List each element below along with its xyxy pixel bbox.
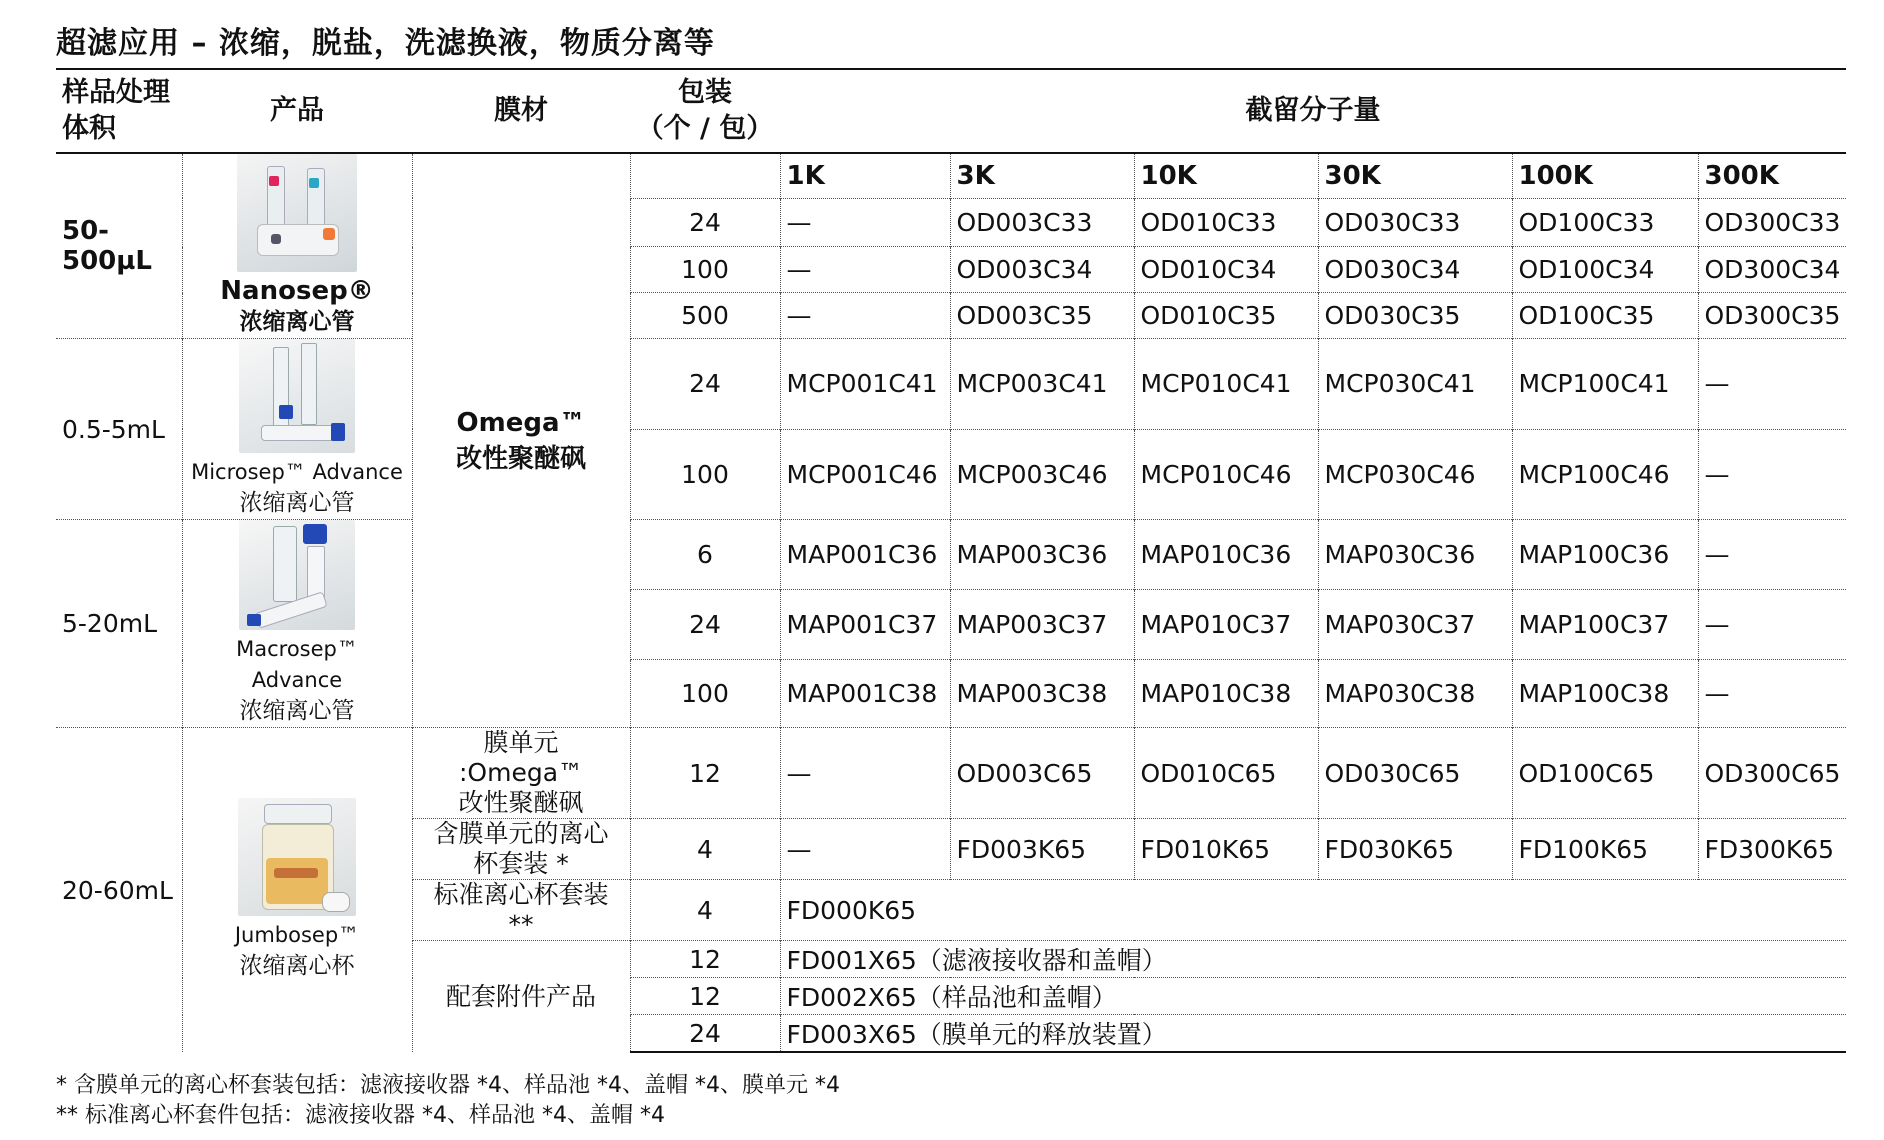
material-type: 改性聚醚砜 bbox=[455, 443, 586, 474]
catalog-number: FD003K65 bbox=[950, 819, 1134, 880]
pack-size: 100 bbox=[630, 247, 780, 293]
material-cell bbox=[412, 880, 630, 941]
product-type: 浓缩离心管 bbox=[239, 698, 355, 724]
catalog-number: FD010K65 bbox=[1134, 819, 1318, 880]
product-type: 浓缩离心管 bbox=[239, 490, 355, 516]
catalog-number: OD030C34 bbox=[1318, 247, 1512, 293]
catalog-number: MAP010C36 bbox=[1134, 520, 1318, 590]
catalog-number: OD030C33 bbox=[1318, 198, 1512, 246]
material-line2: 杯套装 * bbox=[473, 849, 569, 878]
centrifuge-cup-photo bbox=[238, 798, 356, 916]
table-row bbox=[56, 520, 1846, 590]
product-cell bbox=[182, 520, 412, 728]
pack-size: 4 bbox=[630, 880, 780, 941]
catalog-number: OD003C34 bbox=[950, 247, 1134, 293]
catalog-number: FD300K65 bbox=[1698, 819, 1846, 880]
catalog-number: MAP001C38 bbox=[780, 660, 950, 728]
catalog-number: — bbox=[780, 198, 950, 246]
material-name: Omega™ bbox=[456, 407, 586, 438]
mwco-30k: 30K bbox=[1318, 153, 1512, 198]
pack-size: 12 bbox=[630, 728, 780, 819]
catalog-number: MAP030C38 bbox=[1318, 660, 1512, 728]
catalog-number: OD030C65 bbox=[1318, 728, 1512, 819]
pack-size: 24 bbox=[630, 339, 780, 430]
catalog-number: — bbox=[1698, 660, 1846, 728]
catalog-number: OD100C65 bbox=[1512, 728, 1698, 819]
pack-size: 24 bbox=[630, 198, 780, 246]
header-product: 产品 bbox=[182, 69, 412, 153]
volume-cell: 0.5-5mL bbox=[56, 339, 182, 520]
material-line1: 标准离心杯套装 bbox=[433, 880, 609, 909]
material-cell bbox=[412, 153, 630, 728]
material-line1: 膜单元 :Omega™ bbox=[458, 728, 584, 787]
mwco-1k: 1K bbox=[780, 153, 950, 198]
header-volume-line1: 样品处理 bbox=[62, 77, 170, 108]
product-name: Nanosep® bbox=[220, 276, 374, 306]
catalog-number: OD010C34 bbox=[1134, 247, 1318, 293]
catalog-number: MAP010C38 bbox=[1134, 660, 1318, 728]
centrifuge-tube-photo bbox=[239, 339, 355, 453]
catalog-number: MAP001C37 bbox=[780, 590, 950, 660]
catalog-number: MAP003C38 bbox=[950, 660, 1134, 728]
mwco-row bbox=[56, 153, 1846, 198]
empty-cell bbox=[630, 153, 780, 198]
catalog-number: MAP001C36 bbox=[780, 520, 950, 590]
catalog-number: MCP010C41 bbox=[1134, 339, 1318, 430]
catalog-number: OD300C34 bbox=[1698, 247, 1846, 293]
catalog-number: MCP100C46 bbox=[1512, 429, 1698, 520]
catalog-number: — bbox=[780, 247, 950, 293]
catalog-number: — bbox=[1698, 520, 1846, 590]
catalog-number: — bbox=[1698, 590, 1846, 660]
pack-size: 4 bbox=[630, 819, 780, 880]
catalog-number: OD300C35 bbox=[1698, 293, 1846, 339]
pack-size: 100 bbox=[630, 660, 780, 728]
header-volume bbox=[56, 69, 182, 153]
accessories-label: 配套附件产品 bbox=[412, 941, 630, 1053]
catalog-number: MCP003C41 bbox=[950, 339, 1134, 430]
catalog-number: MAP100C37 bbox=[1512, 590, 1698, 660]
catalog-number: OD030C35 bbox=[1318, 293, 1512, 339]
catalog-number: MAP030C37 bbox=[1318, 590, 1512, 660]
footnote-2: ** 标准离心杯套件包括：滤液接收器 *4、样品池 *4、盖帽 *4 bbox=[56, 1103, 665, 1128]
pack-size: 12 bbox=[630, 941, 780, 978]
accessory-item: FD003X65（膜单元的释放装置） bbox=[780, 1015, 1846, 1053]
catalog-number: FD030K65 bbox=[1318, 819, 1512, 880]
product-cell bbox=[182, 153, 412, 339]
catalog-number: MAP100C36 bbox=[1512, 520, 1698, 590]
material-line2: ** bbox=[508, 910, 534, 939]
catalog-number: MCP001C46 bbox=[780, 429, 950, 520]
catalog-number: MAP003C37 bbox=[950, 590, 1134, 660]
header-pack-line1: 包装 bbox=[678, 77, 732, 108]
catalog-number: OD010C35 bbox=[1134, 293, 1318, 339]
catalog-number: — bbox=[780, 728, 950, 819]
product-cell bbox=[182, 339, 412, 520]
catalog-number: FD000K65 bbox=[780, 880, 1846, 941]
material-line1: 含膜单元的离心 bbox=[433, 819, 609, 848]
catalog-number: MAP010C37 bbox=[1134, 590, 1318, 660]
pack-size: 100 bbox=[630, 429, 780, 520]
volume-cell: 20-60mL bbox=[56, 728, 182, 1053]
catalog-number: OD100C35 bbox=[1512, 293, 1698, 339]
catalog-number: OD003C33 bbox=[950, 198, 1134, 246]
catalog-number: MCP030C41 bbox=[1318, 339, 1512, 430]
catalog-number: — bbox=[1698, 339, 1846, 430]
pack-size: 12 bbox=[630, 978, 780, 1015]
mwco-100k: 100K bbox=[1512, 153, 1698, 198]
centrifuge-tube-photo bbox=[239, 520, 355, 630]
catalog-number: OD300C33 bbox=[1698, 198, 1846, 246]
material-cell bbox=[412, 728, 630, 819]
catalog-number: MCP030C46 bbox=[1318, 429, 1512, 520]
page-title: 超滤应用 – 浓缩，脱盐，洗滤换液，物质分离等 bbox=[56, 26, 715, 61]
catalog-number: MCP100C41 bbox=[1512, 339, 1698, 430]
material-line2: 改性聚醚砜 bbox=[458, 788, 584, 817]
mwco-300k: 300K bbox=[1698, 153, 1846, 198]
pack-size: 6 bbox=[630, 520, 780, 590]
header-mwco: 截留分子量 bbox=[780, 69, 1846, 153]
catalog-number: MAP100C38 bbox=[1512, 660, 1698, 728]
catalog-number: OD100C33 bbox=[1512, 198, 1698, 246]
product-name: Microsep™ Advance bbox=[191, 460, 403, 484]
catalog-number: — bbox=[780, 819, 950, 880]
product-cell bbox=[182, 728, 412, 1053]
accessory-item: FD001X65（滤液接收器和盖帽） bbox=[780, 941, 1846, 978]
pack-size: 24 bbox=[630, 1015, 780, 1053]
product-name: Jumbosep™ bbox=[234, 923, 360, 947]
catalog-number: MAP030C36 bbox=[1318, 520, 1512, 590]
catalog-number: MAP003C36 bbox=[950, 520, 1134, 590]
catalog-number: OD010C33 bbox=[1134, 198, 1318, 246]
accessory-item: FD002X65（样品池和盖帽） bbox=[780, 978, 1846, 1015]
product-type: 浓缩离心管 bbox=[239, 309, 355, 335]
catalog-number: OD003C35 bbox=[950, 293, 1134, 339]
catalog-number: MCP010C46 bbox=[1134, 429, 1318, 520]
centrifuge-tube-photo bbox=[237, 154, 357, 272]
pack-size: 500 bbox=[630, 293, 780, 339]
catalog-number: OD100C34 bbox=[1512, 247, 1698, 293]
product-type: 浓缩离心杯 bbox=[239, 953, 355, 979]
catalog-number: OD010C65 bbox=[1134, 728, 1318, 819]
product-name: Macrosep™ Advance bbox=[236, 637, 358, 692]
header-pack-line2: （个 / 包） bbox=[636, 113, 774, 144]
volume-cell: 5-20mL bbox=[56, 520, 182, 728]
material-cell bbox=[412, 819, 630, 880]
catalog-number: OD300C65 bbox=[1698, 728, 1846, 819]
catalog-number: FD100K65 bbox=[1512, 819, 1698, 880]
pack-size: 24 bbox=[630, 590, 780, 660]
catalog-number: OD003C65 bbox=[950, 728, 1134, 819]
header-pack bbox=[630, 69, 780, 153]
catalog-number: MCP001C41 bbox=[780, 339, 950, 430]
footnote-1: * 含膜单元的离心杯套装包括：滤液接收器 *4、样品池 *4、盖帽 *4、膜单元 *4 bbox=[56, 1073, 840, 1098]
header-material: 膜材 bbox=[412, 69, 630, 153]
product-spec-table bbox=[56, 68, 1846, 1053]
header-volume-line2: 体积 bbox=[62, 113, 116, 144]
catalog-number: — bbox=[1698, 429, 1846, 520]
catalog-number: — bbox=[780, 293, 950, 339]
catalog-number: MCP003C46 bbox=[950, 429, 1134, 520]
table-row bbox=[56, 728, 1846, 819]
mwco-10k: 10K bbox=[1134, 153, 1318, 198]
mwco-3k: 3K bbox=[950, 153, 1134, 198]
volume-cell: 50-500µL bbox=[62, 216, 152, 276]
table-row bbox=[56, 339, 1846, 430]
header-row bbox=[56, 69, 1846, 153]
